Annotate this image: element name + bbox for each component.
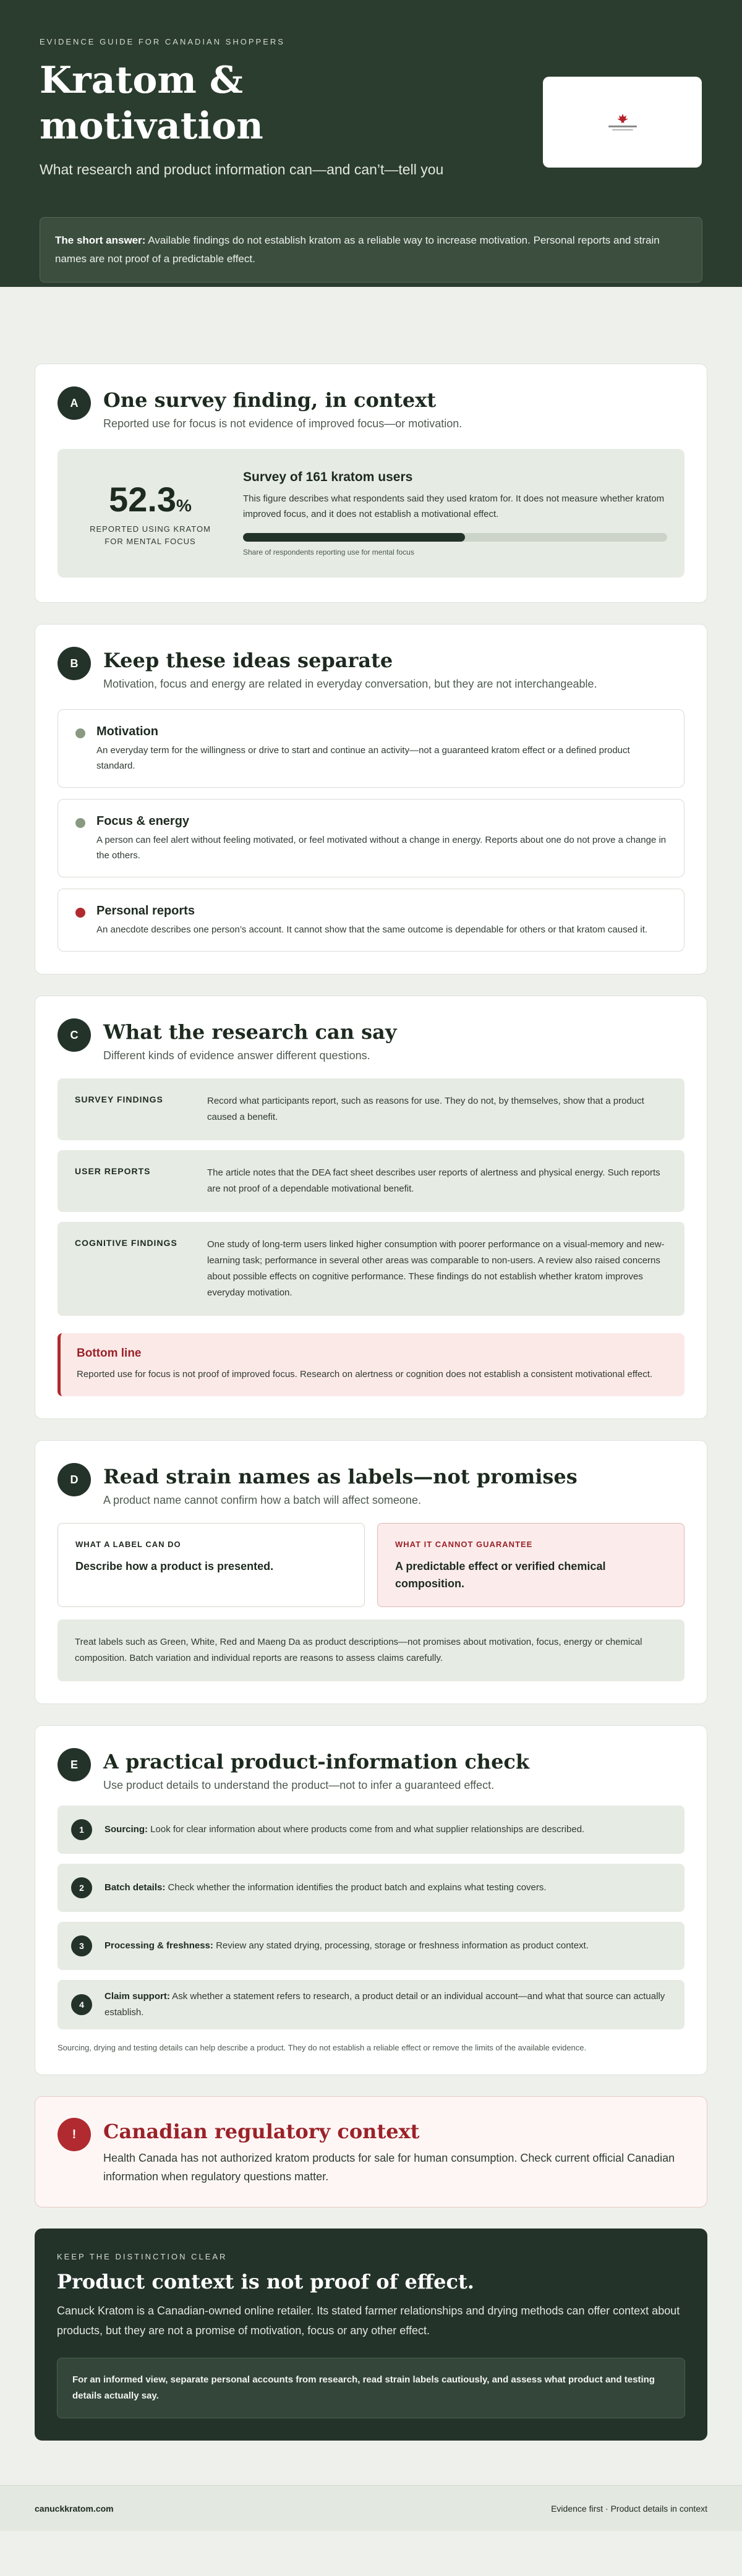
bullet-dot-icon	[75, 908, 85, 918]
evidence-text: The article notes that the DEA fact sheet describes user reports of alertness and physical energy. Such reports are not proof of a dependable motivational benefit.	[207, 1167, 660, 1194]
check-step	[58, 1806, 684, 1854]
closing-callout: For an informed view, separate personal accounts from research, read strain labels cautiously, and assess what product and testing details actually say.	[57, 2358, 685, 2418]
evidence-label: USER REPORTS	[75, 1166, 151, 1176]
label-cannot-text: A predictable effect or verified chemical composition.	[395, 1560, 606, 1590]
evidence-row-user-reports	[58, 1150, 684, 1212]
short-answer-box	[40, 217, 702, 283]
idea-card-motivation	[58, 709, 684, 788]
evidence-row-survey	[58, 1078, 684, 1140]
step-number: 4	[71, 1994, 92, 2015]
label-cannot-box	[377, 1523, 684, 1607]
brand-logo-card	[543, 77, 702, 168]
check-footnote: Sourcing, drying and testing details can help describe a product. They do not establish a reliable effect or remove the limits of the available evidence.	[58, 2043, 587, 2052]
footer-site-link[interactable]: canuckkratom.com	[35, 2503, 114, 2514]
section-title: Read strain names as labels—not promises	[103, 1465, 578, 1488]
stat-unit: %	[176, 495, 192, 515]
evidence-text: Record what participants report, such as reasons for use. They do not, by themselves, show that a product caused a benefit.	[207, 1096, 644, 1122]
section-badge-d: D	[58, 1463, 91, 1496]
header-eyebrow: EVIDENCE GUIDE FOR CANADIAN SHOPPERS	[40, 37, 285, 46]
section-badge-b: B	[58, 647, 91, 680]
closing-eyebrow: KEEP THE DISTINCTION CLEAR	[57, 2252, 228, 2261]
brand-logo	[608, 114, 637, 130]
label-can-heading: WHAT A LABEL CAN DO	[75, 1540, 181, 1549]
section-survey-finding	[35, 364, 707, 603]
closing-text: Canuck Kratom is a Canadian-owned online retailer. Its stated farmer relationships and drying methods can offer context about products, but they are not a promise of motivation, focus or any other effect.	[57, 2305, 680, 2337]
page-footer	[0, 2485, 742, 2531]
step-text: Claim support: Ask whether a statement refers to research, a product detail or an individual account—and what that source can actually establish.	[104, 1991, 665, 2018]
section-badge-a: A	[58, 386, 91, 420]
regulatory-text: Health Canada has not authorized kratom products for sale for human consumption. Check current official Canadian information when regulatory questions matter.	[103, 2152, 675, 2183]
closing-title: Product context is not proof of effect.	[57, 2270, 474, 2293]
section-subtitle: Different kinds of evidence answer different questions.	[103, 1049, 370, 1062]
check-step	[58, 1980, 684, 2029]
idea-card-focus-energy	[58, 799, 684, 877]
step-text: Sourcing: Look for clear information about where products come from and what supplier relationships are described.	[104, 1824, 585, 1835]
evidence-text: One study of long-term users linked higher consumption with poorer performance on a visual-memory and new-learning task; performance in several other areas was comparable to non-users. A review also raised concerns about possible effects on cognitive performance. These findings do not establish whether kratom improves everyday motivation.	[207, 1239, 665, 1298]
progress-bar-fill	[243, 533, 465, 542]
idea-text: An everyday term for the willingness or drive to start and continue an activity—not a guaranteed kratom effect or a defined product standard.	[96, 745, 630, 771]
check-step	[58, 1864, 684, 1912]
footer-tagline: Evidence first · Product details in context	[551, 2503, 707, 2514]
bottom-line-title: Bottom line	[77, 1347, 142, 1360]
evidence-label: COGNITIVE FINDINGS	[75, 1238, 177, 1248]
check-step	[58, 1922, 684, 1970]
stat-caption: REPORTED USING KRATOM FOR MENTAL FOCUS	[90, 524, 211, 546]
step-number: 2	[71, 1877, 92, 1898]
step-number: 1	[71, 1819, 92, 1840]
short-answer-label: The short answer:	[55, 234, 146, 246]
section-badge-c: C	[58, 1018, 91, 1052]
evidence-label: SURVEY FINDINGS	[75, 1094, 163, 1104]
idea-text: A person can feel alert without feeling motivated, or feel motivated without a change in energy. Reports about one do not prove a change in the others.	[96, 835, 667, 861]
page-subtitle: What research and product information can—and can’t—tell you	[40, 161, 444, 177]
bottom-line-text: Reported use for focus is not proof of improved focus. Research on alertness or cognition does not establish a consistent motivational effect.	[77, 1369, 653, 1380]
bottom-line-callout	[58, 1333, 684, 1396]
logo-wordmark	[608, 126, 637, 127]
step-number: 3	[71, 1935, 92, 1956]
logo-tagline	[612, 129, 633, 130]
bullet-dot-icon	[75, 818, 85, 828]
label-can-text: Describe how a product is presented.	[75, 1560, 274, 1572]
idea-title: Motivation	[96, 725, 158, 738]
label-can-box	[58, 1523, 365, 1607]
progress-bar	[243, 533, 667, 542]
strain-note: Treat labels such as Green, White, Red and Maeng Da as product descriptions—not promises about motivation, focus, energy or chemical composition. Batch variation and individual reports are reasons to assess claims carefully.	[58, 1619, 684, 1681]
section-title: Keep these ideas separate	[103, 649, 393, 672]
section-title: One survey finding, in context	[103, 388, 437, 412]
section-strain-names	[35, 1440, 707, 1704]
section-title: A practical product-information check	[103, 1750, 530, 1773]
idea-title: Personal reports	[96, 904, 195, 918]
short-answer-text: Available findings do not establish kratom as a reliable way to increase motivation. Personal reports and strain names are not proof of a predictable effect.	[55, 234, 660, 265]
closing-panel	[35, 2228, 707, 2441]
step-text: Batch details: Check whether the information identifies the product batch and explains what testing covers.	[104, 1882, 547, 1893]
survey-title: Survey of 161 kratom users	[243, 470, 413, 484]
idea-text: An anecdote describes one person’s account. It cannot show that the same outcome is dependable for others or that kratom caused it.	[96, 924, 648, 935]
regulatory-context	[35, 2096, 707, 2207]
alert-icon: !	[58, 2118, 91, 2151]
survey-stat-box	[58, 449, 684, 578]
step-text: Processing & freshness: Review any stated drying, processing, storage or freshness information as product context.	[104, 1940, 589, 1951]
section-research	[35, 996, 707, 1419]
idea-title: Focus & energy	[96, 814, 190, 828]
label-cannot-heading: WHAT IT CANNOT GUARANTEE	[395, 1540, 533, 1549]
evidence-row-cognitive	[58, 1222, 684, 1316]
regulatory-title: Canadian regulatory context	[103, 2120, 420, 2143]
section-subtitle: A product name cannot confirm how a batch will affect someone.	[103, 1494, 421, 1506]
survey-description: This figure describes what respondents said they used kratom for. It does not measure whether kratom improved focus, and it does not establish a motivational effect.	[243, 493, 665, 519]
progress-bar-caption: Share of respondents reporting use for mental focus	[243, 548, 414, 557]
bullet-dot-icon	[75, 728, 85, 738]
maple-leaf-icon	[616, 114, 629, 124]
section-product-check	[35, 1725, 707, 2075]
section-separate-ideas	[35, 624, 707, 975]
section-badge-e: E	[58, 1748, 91, 1781]
stat-value: 52.3%	[109, 479, 192, 519]
page-title: Kratom & motivation	[40, 59, 263, 148]
hero-header	[0, 0, 742, 287]
section-title: What the research can say	[103, 1020, 397, 1044]
section-subtitle: Use product details to understand the product—not to infer a guaranteed effect.	[103, 1779, 495, 1791]
section-subtitle: Motivation, focus and energy are related in everyday conversation, but they are not interchangeable.	[103, 678, 597, 690]
idea-card-personal-reports	[58, 889, 684, 952]
section-subtitle: Reported use for focus is not evidence of improved focus—or motivation.	[103, 417, 463, 430]
